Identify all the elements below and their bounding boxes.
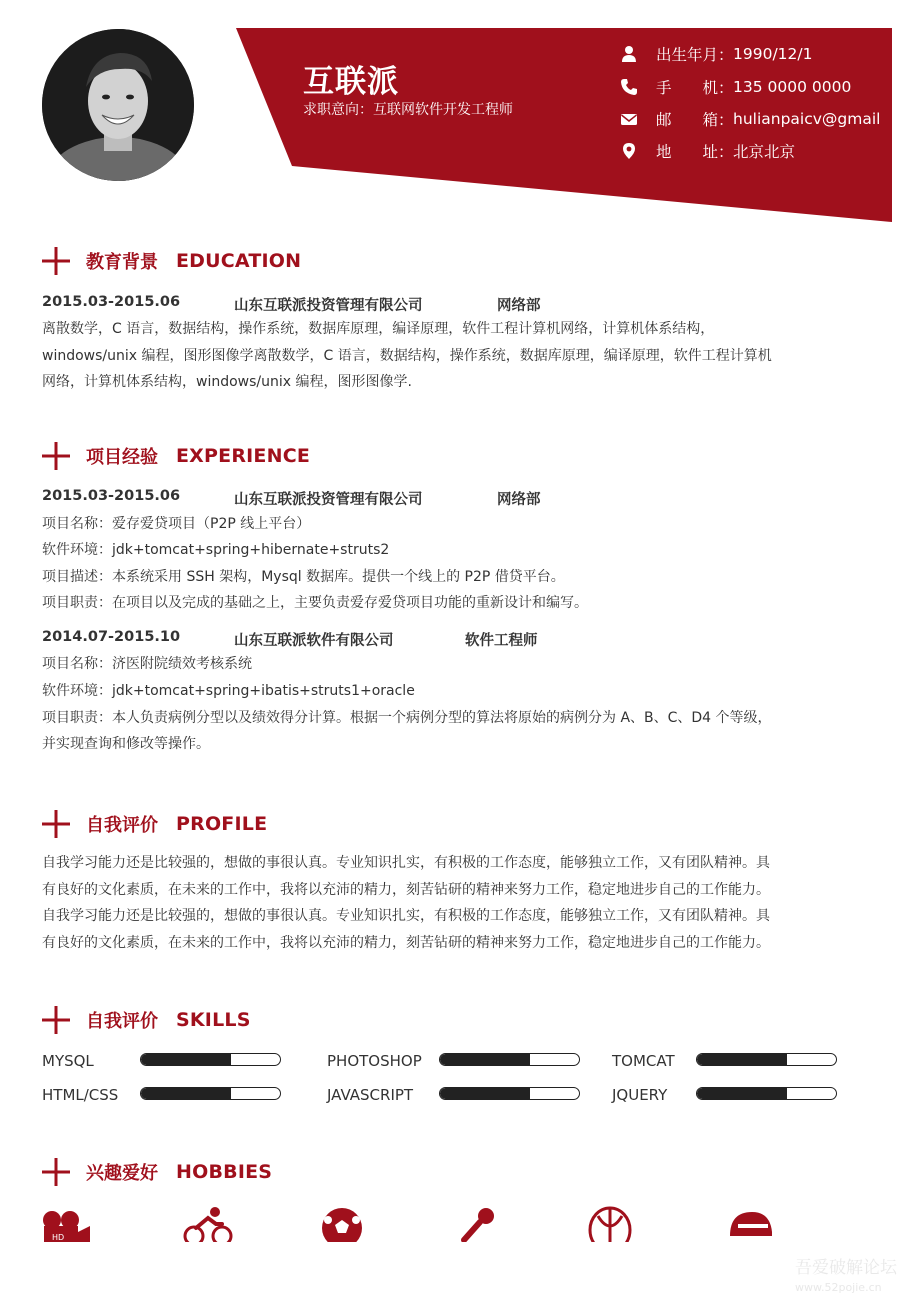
profile-line: 有良好的文化素质，在未来的工作中，我将以充沛的精力，刻苦钻研的精神来努力工作，稳定地进步自己的工作能力。 [42, 935, 770, 951]
contact-label: 邮 箱： [656, 111, 734, 129]
section-title-cn: 教育背景 [86, 252, 158, 273]
entry-dept: 网络部 [497, 492, 541, 508]
experience-line: 项目名称：爱存爱贷项目（P2P 线上平台） [42, 516, 311, 532]
section-title-en: EXPERIENCE [176, 445, 311, 467]
profile-line: 自我学习能力还是比较强的，想做的事很认真。专业知识扎实，有积极的工作态度，能够独立工作，又有团队精神。具 [42, 855, 770, 871]
movie-camera-icon [40, 1206, 92, 1242]
portrait-image [42, 29, 194, 181]
entry-date: 2015.03-2015.06 [42, 294, 181, 310]
entry-org: 山东互联派投资管理有限公司 [234, 492, 423, 508]
entry-date: 2015.03-2015.06 [42, 488, 181, 504]
cycling-icon [182, 1206, 234, 1242]
experience-line: 项目职责：本人负责病例分型以及绩效得分计算。根据一个病例分型的算法将原始的病例分为 A、B、C、D4 个等级， [42, 710, 772, 726]
location-pin-icon [620, 142, 638, 160]
experience-line: 软件环境：jdk+tomcat+spring+ibatis+struts1+oracle [42, 683, 415, 699]
experience-line: 项目名称：济医附院绩效考核系统 [42, 656, 252, 672]
skill-level [697, 1088, 787, 1099]
contact-birthdate [620, 43, 812, 65]
contact-value: 1990/12/1 [733, 45, 813, 63]
entry-dept: 网络部 [497, 298, 541, 314]
microphone-icon [456, 1206, 508, 1242]
section-title-en: PROFILE [176, 813, 268, 835]
education-line: windows/unix 编程，图形图像学离散数学，C 语言，数据结构，操作系统，数据库原理，编译原理，软件工程计算机 [42, 348, 772, 364]
skill-name: PHOTOSHOP [327, 1052, 422, 1070]
section-header-hobbies [42, 1157, 272, 1187]
skill-bar [439, 1087, 580, 1100]
skill-name: MYSQL [42, 1052, 94, 1070]
plus-icon [42, 442, 70, 470]
section-title-en: EDUCATION [176, 250, 302, 272]
soccer-ball-icon [318, 1206, 370, 1242]
experience-line: 项目描述：本系统采用 SSH 架构，Mysql 数据库。提供一个线上的 P2P 借贷平台。 [42, 569, 565, 585]
section-title-cn: 项目经验 [86, 447, 158, 468]
section-header-experience [42, 441, 310, 471]
contact-phone [620, 76, 851, 98]
skill-level [697, 1054, 787, 1065]
skill-bar [696, 1087, 837, 1100]
candidate-name: 互联派 [303, 64, 399, 100]
skill-bar [439, 1053, 580, 1066]
plus-icon [42, 1158, 70, 1186]
mail-icon [620, 110, 638, 128]
cap-icon [724, 1206, 776, 1242]
section-header-profile [42, 809, 267, 839]
contact-label: 地 址： [656, 143, 734, 161]
experience-line: 并实现查询和修改等操作。 [42, 736, 210, 752]
section-title-cn: 自我评价 [86, 1011, 158, 1032]
section-title-en: HOBBIES [176, 1161, 273, 1183]
user-icon [620, 45, 638, 63]
plus-icon [42, 810, 70, 838]
section-title-cn: 自我评价 [86, 815, 158, 836]
profile-line: 有良好的文化素质，在未来的工作中，我将以充沛的精力，刻苦钻研的精神来努力工作，稳定地进步自己的工作能力。 [42, 882, 770, 898]
rugby-ball-icon [584, 1206, 636, 1242]
entry-org: 山东互联派软件有限公司 [234, 633, 394, 649]
contact-address [620, 140, 795, 162]
skill-level [440, 1054, 530, 1065]
education-line: 离散数学，C 语言，数据结构，操作系统，数据库原理，编译原理，软件工程计算机网络，计算机体系结构， [42, 321, 715, 337]
svg-text:HD: HD [52, 1233, 65, 1242]
skill-name: HTML/CSS [42, 1086, 119, 1104]
contact-label: 手 机： [656, 79, 734, 97]
contact-email [620, 108, 880, 130]
job-intent: 求职意向：互联网软件开发工程师 [303, 102, 513, 118]
plus-icon [42, 247, 70, 275]
watermark: 吾爱破解论坛 [795, 1258, 897, 1278]
skill-level [440, 1088, 530, 1099]
contact-label: 出生年月： [656, 46, 734, 64]
watermark-url: www.52pojie.cn [795, 1281, 882, 1294]
skill-level [141, 1088, 231, 1099]
contact-value: 北京北京 [733, 143, 796, 161]
section-title-en: SKILLS [176, 1009, 251, 1031]
section-title-cn: 兴趣爱好 [86, 1163, 158, 1184]
phone-icon [620, 78, 638, 96]
section-header-education [42, 246, 301, 276]
entry-dept: 软件工程师 [465, 633, 538, 649]
skill-level [141, 1054, 231, 1065]
section-header-skills [42, 1005, 251, 1035]
profile-line: 自我学习能力还是比较强的，想做的事很认真。专业知识扎实，有积极的工作态度，能够独立工作，又有团队精神。具 [42, 908, 770, 924]
skill-bar [140, 1053, 281, 1066]
skill-name: JAVASCRIPT [327, 1086, 414, 1104]
skill-name: TOMCAT [612, 1052, 675, 1070]
avatar [42, 29, 194, 181]
entry-date: 2014.07-2015.10 [42, 629, 181, 645]
skill-bar [696, 1053, 837, 1066]
contact-value: 135 0000 0000 [733, 78, 852, 96]
education-line: 网络，计算机体系结构，windows/unix 编程，图形图像学. [42, 374, 412, 390]
contact-value: hulianpaicv@gmail [733, 110, 881, 128]
entry-org: 山东互联派投资管理有限公司 [234, 298, 423, 314]
plus-icon [42, 1006, 70, 1034]
experience-line: 项目职责：在项目以及完成的基础之上，主要负责爱存爱贷项目功能的重新设计和编写。 [42, 595, 588, 611]
skill-bar [140, 1087, 281, 1100]
skill-name: JQUERY [612, 1086, 668, 1104]
experience-line: 软件环境：jdk+tomcat+spring+hibernate+struts2 [42, 542, 390, 558]
